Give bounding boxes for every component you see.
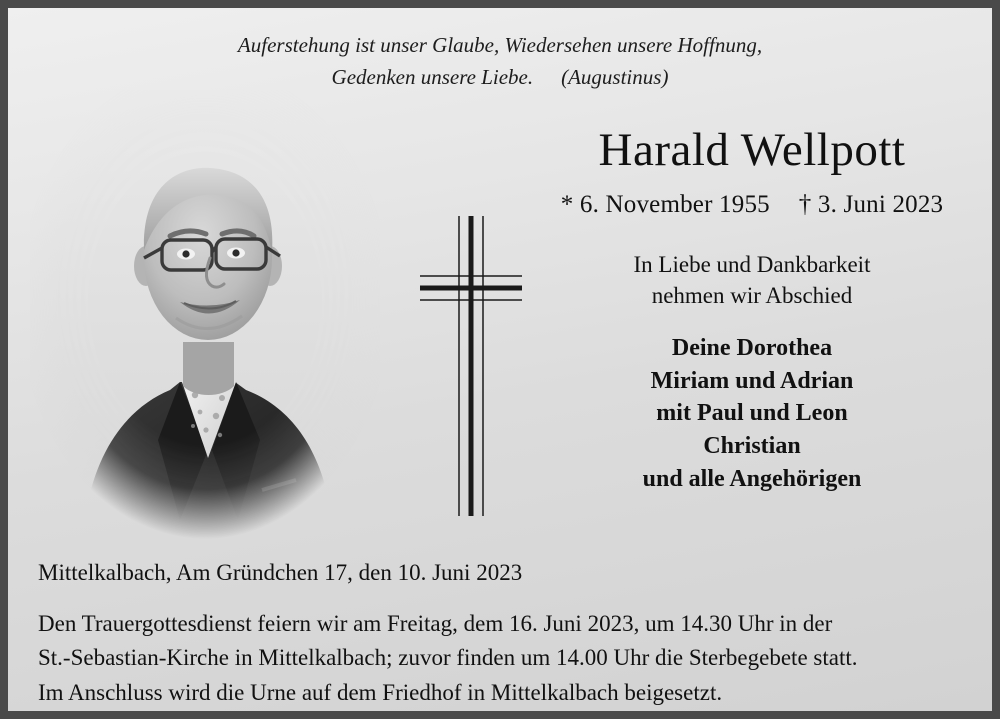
cross-icon bbox=[412, 216, 530, 516]
family-line: Christian bbox=[703, 432, 801, 459]
life-dates bbox=[528, 191, 976, 219]
birth-date: 6. November 1955 bbox=[579, 190, 770, 218]
motto-block bbox=[8, 30, 992, 93]
deceased-info bbox=[528, 124, 976, 495]
family-line: mit Paul und Leon bbox=[656, 400, 848, 427]
motto-line-2-text: Gedenken unsere Liebe. bbox=[331, 64, 534, 89]
service-details bbox=[38, 607, 962, 712]
place-and-date-line: Mittelkalbach, Am Gründchen 17, den 10. Juni 2023 bbox=[38, 560, 523, 585]
service-line-3: Im Anschluss wird die Urne auf dem Friedhof in Mittelkalbach beigesetzt. bbox=[38, 680, 723, 706]
obituary-card-inner bbox=[8, 8, 992, 711]
service-line-1: Den Trauergottesdienst feiern wir am Freitag, dem 16. Juni 2023, um 14.30 Uhr in der bbox=[38, 610, 833, 636]
motto-line-1: Auferstehung ist unser Glaube, Wiedersehen unsere Hoffnung, bbox=[237, 33, 763, 57]
family-line: und alle Angehörigen bbox=[642, 465, 862, 492]
birth-symbol: * bbox=[560, 190, 574, 218]
death-date: 3. Juni 2023 bbox=[817, 190, 944, 218]
portrait-photo bbox=[30, 90, 380, 550]
tribute-line-2: nehmen wir Abschied bbox=[651, 283, 853, 309]
tribute-block bbox=[528, 249, 976, 312]
service-line-2: St.-Sebastian-Kirche in Mittelkalbach; zuvor finden um 14.00 Uhr die Sterbegebete statt. bbox=[38, 645, 858, 671]
portrait-image bbox=[30, 90, 380, 550]
family-line: Miriam und Adrian bbox=[650, 367, 854, 394]
motto-author: (Augustinus) bbox=[561, 64, 669, 89]
footer-block bbox=[8, 556, 992, 711]
deceased-name: Harald Wellpott bbox=[598, 124, 906, 176]
motto-line-2 bbox=[8, 62, 992, 94]
death-symbol: † bbox=[798, 190, 812, 218]
tribute-line-1: In Liebe und Dankbarkeit bbox=[633, 251, 871, 277]
family-list bbox=[528, 332, 976, 495]
family-line: Deine Dorothea bbox=[671, 335, 833, 362]
